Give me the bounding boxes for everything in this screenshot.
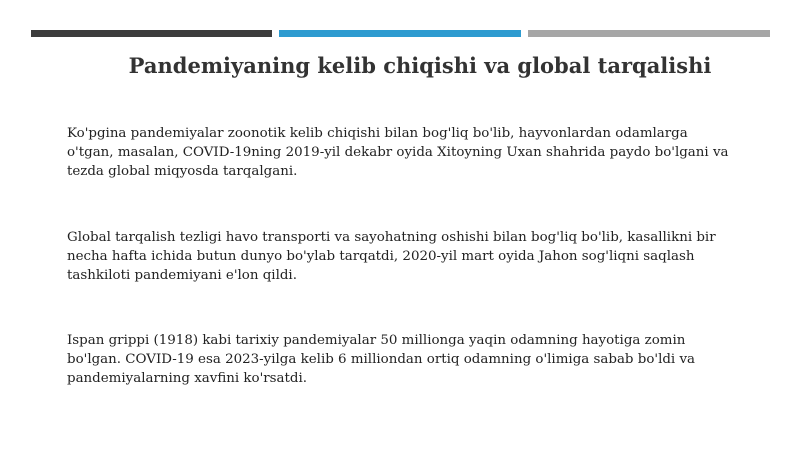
header-bar-blue	[279, 30, 521, 37]
paragraph-spread: Global tarqalish tezligi havo transporti va sayohatning oshishi bilan bog'liq bo'lib, kasallikni bir necha hafta ichida butun dunyo bo'ylab tarqatdi, 2020-yil mart oyida Jahon sog'liqni saqlash tashkiloti pandemiyani e'lon qildi.	[67, 230, 716, 283]
paragraph-origin: Ko'pgina pandemiyalar zoonotik kelib chiqishi bilan bog'liq bo'lib, hayvonlardan odamlarga o'tgan, masalan, COVID-19ning 2019-yil dekabr oyida Xitoyning Uxan shahrida paydo bo'lgani va tezda global miqyosda tarqalgani.	[67, 126, 729, 179]
header-bar-gray	[528, 30, 770, 37]
slide-title: Pandemiyaning kelib chiqishi va global tarqalishi	[128, 53, 712, 78]
paragraph-history: Ispan grippi (1918) kabi tarixiy pandemiyalar 50 millionga yaqin odamning hayotiga zomin bo'lgan. COVID-19 esa 2023-yilga kelib 6 milliondan ortiq odamning o'limiga sabab bo'ldi va pandemiyalarning xavfini ko'rsatdi.	[67, 333, 696, 386]
header-bar-dark	[31, 30, 272, 37]
